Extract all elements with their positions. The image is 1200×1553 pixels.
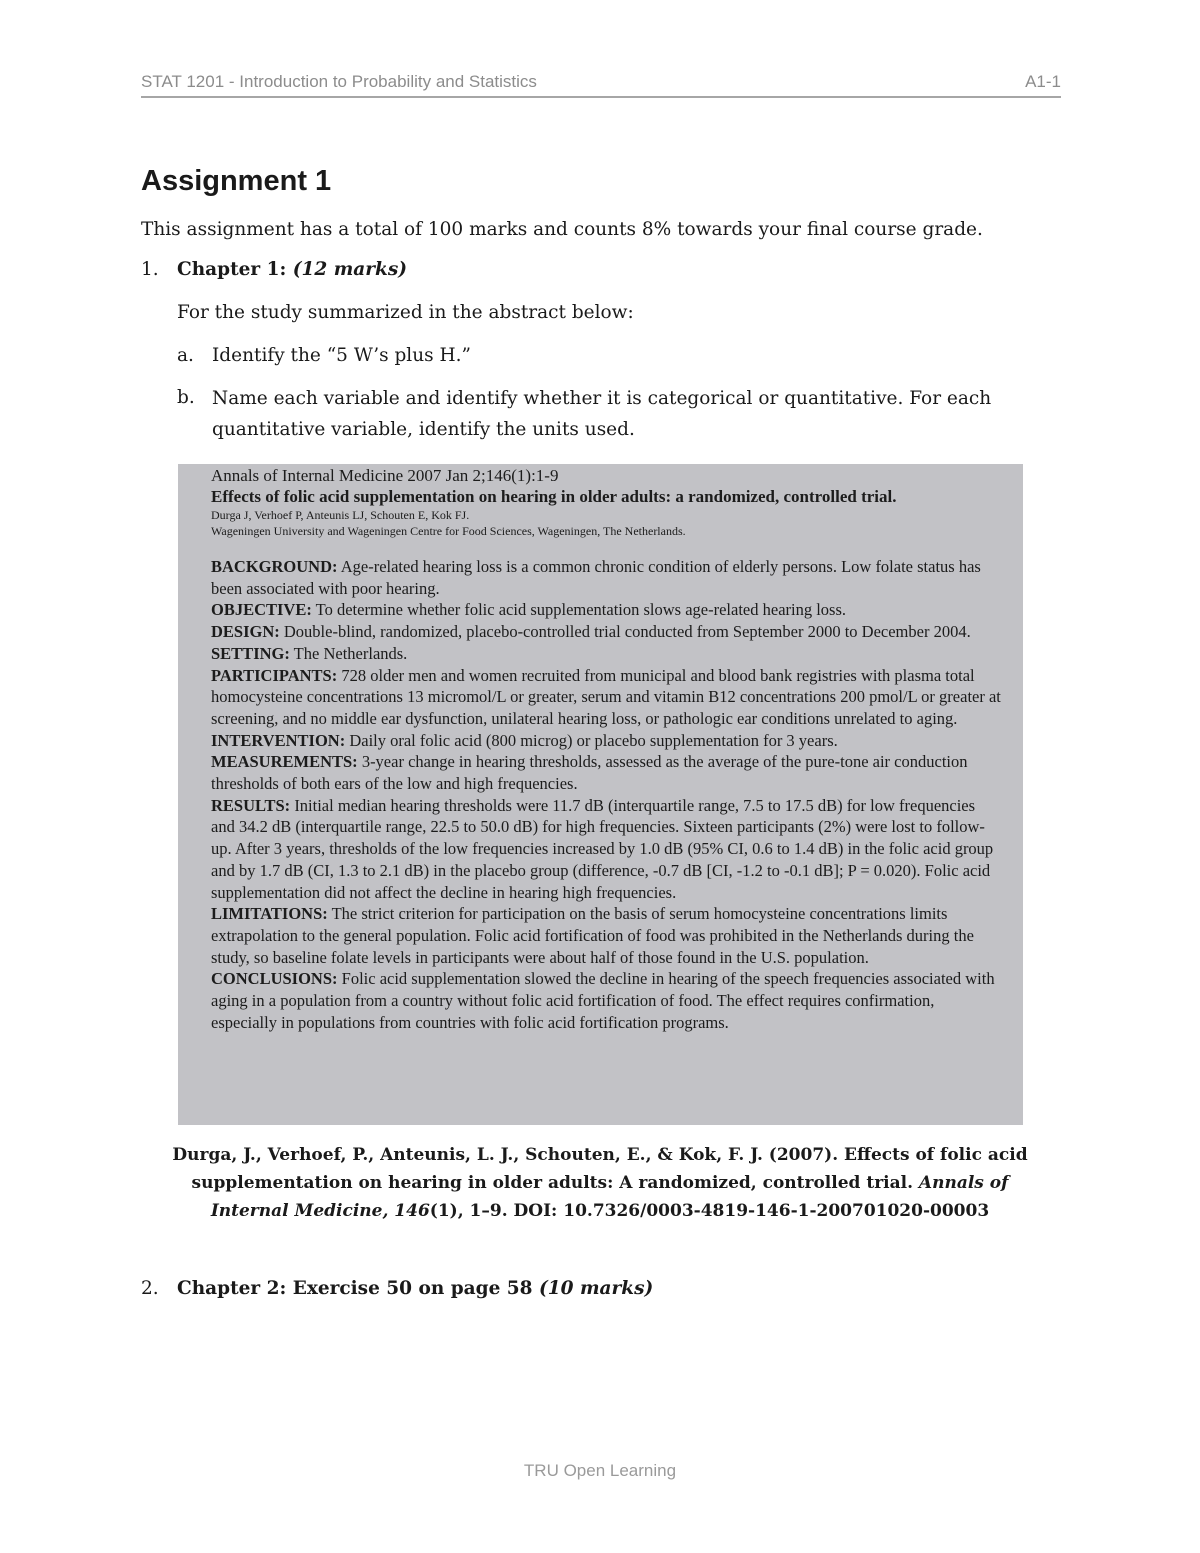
- section-text: Daily oral folic acid (800 microg) or placebo supplementation for 3 years.: [345, 730, 838, 750]
- section-text: To determine whether folic acid supplementation slows age-related hearing loss.: [311, 600, 847, 620]
- section-text: The strict criterion for participation on the basis of serum homocysteine concentrations limits extrapolation to the general population. Folic acid fortification of food was prohibited in the Netherlands during the study, so baseline folate levels in participants were about half of those found in the U.S. population.: [211, 904, 974, 967]
- question-1-title: [177, 259, 407, 280]
- section-text: The Netherlands.: [289, 643, 408, 663]
- section-label: PARTICIPANTS:: [211, 665, 338, 685]
- section-label: CONCLUSIONS:: [211, 969, 338, 989]
- section-text: Initial median hearing thresholds were 11.7 dB (interquartile range, 7.5 to 17.5 dB) for low frequencies and 34.2 dB (interquartile range, 22.5 to 50.0 dB) for high frequencies. Sixteen participants (2%) were lost to follow-up. After 3 years, thresholds of the low frequencies increased by 1.0 dB (95% CI, 0.6 to 1.4 dB) in the folic acid group and by 1.7 dB (CI, 1.3 to 2.1 dB) in the placebo group (difference, -0.7 dB [CI, -1.2 to -0.1 dB]; P = 0.020). Folic acid supplementation did not affect the decline in hearing high frequencies.: [211, 795, 994, 902]
- citation-journal: Annals of Internal Medicine, 146: [210, 1173, 1009, 1221]
- section-setting: [211, 643, 1001, 665]
- question-2-chapter: Chapter 2: Exercise 50 on page 58: [177, 1278, 533, 1299]
- question-1-lead: For the study summarized in the abstract below:: [177, 302, 634, 323]
- section-label: MEASUREMENTS:: [211, 752, 358, 772]
- section-participants: [211, 665, 1001, 730]
- course-title: STAT 1201 - Introduction to Probability and Statistics: [141, 72, 537, 91]
- section-text: 728 older men and women recruited from municipal and blood bank registries with plasma total homocysteine concentrations 13 micromol/L or greater, serum and vitamin B12 concentrations 200 pmol/L or greater at screening, and no middle ear dysfunction, unilateral hearing loss, or pathologic ear conditions unrelated to aging.: [211, 665, 1001, 728]
- section-text: 3-year change in hearing thresholds, assessed as the average of the pure-tone air conduction thresholds of both ears of the low and high frequencies.: [211, 752, 968, 794]
- section-measurements: [211, 751, 1001, 794]
- section-label: SETTING:: [211, 643, 290, 663]
- question-2-number: 2.: [141, 1278, 159, 1299]
- section-label: RESULTS:: [211, 795, 291, 815]
- item-b-text: Name each variable and identify whether it is categorical or quantitative. For each quantitative variable, identify the units used.: [212, 388, 992, 440]
- abstract-affiliation: Wageningen University and Wageningen Centre for Food Sciences, Wageningen, The Netherlands.: [211, 524, 686, 538]
- question-2-title: [177, 1278, 653, 1299]
- question-1-chapter: Chapter 1:: [177, 259, 287, 280]
- section-objective: [211, 599, 1001, 621]
- page-footer: TRU Open Learning: [523, 1461, 677, 1480]
- section-design: [211, 621, 1001, 643]
- section-text: Double-blind, randomized, placebo-controlled trial conducted from September 2000 to December 2004.: [279, 622, 971, 642]
- item-a-mark: a.: [177, 345, 194, 366]
- question-1-marks: (12 marks): [292, 259, 407, 280]
- section-label: BACKGROUND:: [211, 557, 338, 576]
- section-background: [211, 556, 1001, 599]
- abstract-authors: Durga J, Verhoef P, Anteunis LJ, Schouten E, Kok FJ.: [211, 508, 470, 522]
- section-intervention: [211, 730, 1001, 752]
- page-number: A1-1: [1025, 72, 1061, 91]
- section-results: [211, 795, 1001, 904]
- abstract-box: [178, 464, 1023, 1125]
- section-label: OBJECTIVE:: [211, 600, 312, 620]
- section-conclusions: [211, 968, 1001, 1033]
- question-1-number: 1.: [141, 259, 159, 280]
- section-text: Folic acid supplementation slowed the decline in hearing of the speech frequencies associated with aging in a population from a country without folic acid fortification of food. The effect requires confirmation, especially in populations from countries with folic acid fortification programs.: [211, 969, 995, 1032]
- section-text: Age-related hearing loss is a common chronic condition of elderly persons. Low folate status has been associated with poor hearing.: [211, 557, 981, 598]
- abstract-body: [211, 556, 1001, 1033]
- page-header: [141, 70, 1061, 98]
- item-b-mark: b.: [177, 387, 195, 408]
- abstract-journal: Annals of Internal Medicine 2007 Jan 2;146(1):1-9: [211, 466, 559, 485]
- citation: [170, 1141, 1030, 1225]
- abstract-content: [211, 465, 1001, 1033]
- item-a-text: Identify the “5 W’s plus H.”: [212, 345, 471, 366]
- citation-authors-title: Durga, J., Verhoef, P., Anteunis, L. J., Schouten, E., & Kok, F. J. (2007). Effects of folic acid supplementation on hearing in older adults: A randomized, controlled trial.: [172, 1145, 1028, 1193]
- abstract-title: Effects of folic acid supplementation on hearing in older adults: a randomized, controlled trial.: [211, 487, 897, 506]
- section-label: INTERVENTION:: [211, 730, 346, 750]
- section-label: LIMITATIONS:: [211, 904, 328, 924]
- section-limitations: [211, 903, 1001, 968]
- section-label: DESIGN:: [211, 622, 280, 642]
- citation-details: (1), 1–9. DOI: 10.7326/0003-4819-146-1-200701020-00003: [429, 1201, 990, 1221]
- intro-text: This assignment has a total of 100 marks and counts 8% towards your final course grade.: [141, 219, 983, 240]
- question-2-marks: (10 marks): [539, 1278, 654, 1299]
- assignment-title: Assignment 1: [141, 165, 332, 197]
